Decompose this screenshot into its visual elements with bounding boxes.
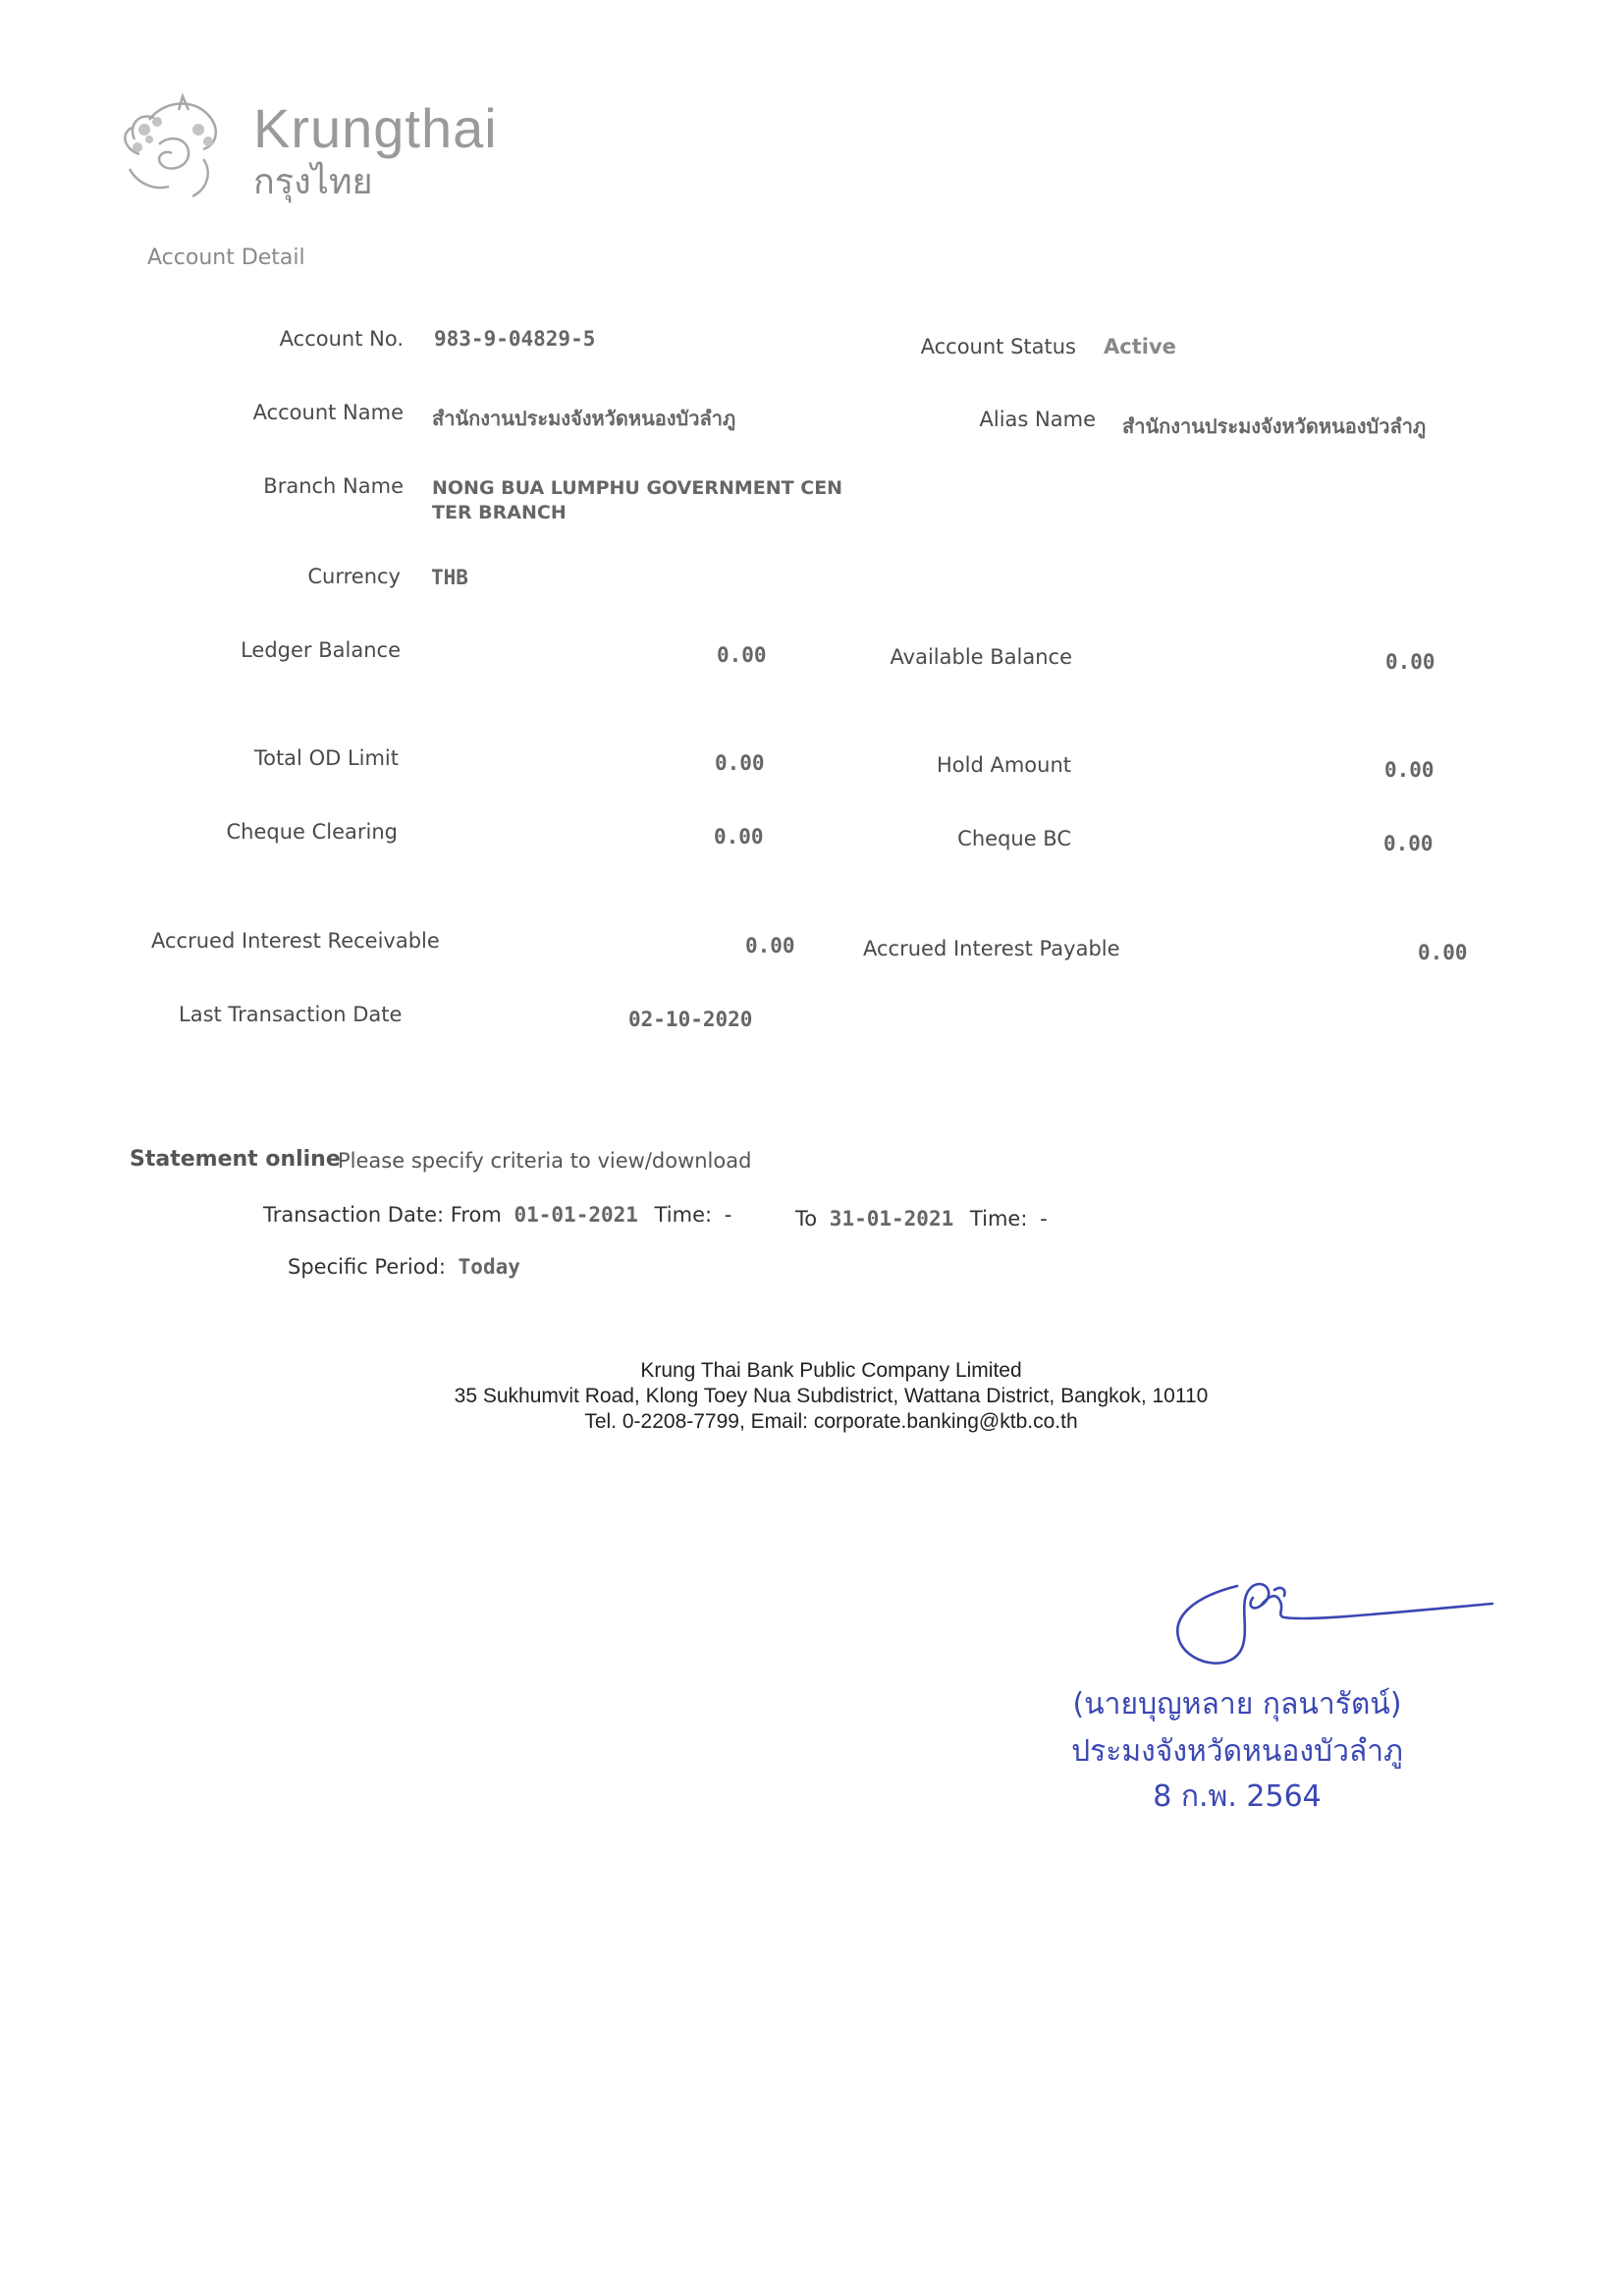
cheque-clearing-label: Cheque Clearing <box>226 820 398 844</box>
alias-name-value: สำนักงานประมงจังหวัดหนองบัวลำภู <box>1122 414 1427 438</box>
to-date-value: 31-01-2021 <box>829 1207 954 1230</box>
section-title: Account Detail <box>147 246 305 270</box>
account-status-value: Active <box>1104 335 1176 358</box>
cheque-bc-label: Cheque BC <box>957 827 1071 850</box>
logo-name-en: Krungthai <box>253 97 498 159</box>
to-time-label: Time: <box>969 1207 1028 1230</box>
transaction-date-row <box>263 1203 731 1227</box>
branch-name-label: Branch Name <box>263 474 404 498</box>
total-od-limit-label: Total OD Limit <box>253 746 399 770</box>
handwritten-signature <box>1159 1566 1512 1684</box>
specific-period-row <box>288 1255 520 1279</box>
available-balance-value: 0.00 <box>1385 650 1435 674</box>
branch-name-value-line1: NONG BUA LUMPHU GOVERNMENT CEN <box>432 477 843 499</box>
accrued-interest-payable-value: 0.00 <box>1418 941 1468 964</box>
hold-amount-label: Hold Amount <box>936 753 1071 777</box>
currency-value: THB <box>431 566 468 589</box>
ledger-balance-value: 0.00 <box>717 643 767 667</box>
cheque-clearing-value: 0.00 <box>714 825 764 848</box>
from-time-label: Time: <box>654 1203 713 1227</box>
footer-contact: Tel. 0-2208-7799, Email: corporate.banking@ktb.co.th <box>584 1410 1078 1433</box>
from-date-value: 01-01-2021 <box>514 1203 638 1227</box>
cheque-bc-value: 0.00 <box>1383 832 1434 855</box>
from-time-value: - <box>724 1203 732 1227</box>
last-transaction-date-value: 02-10-2020 <box>628 1008 753 1031</box>
certifier-position: ประมงจังหวัดหนองบัวลำภู <box>1071 1734 1403 1769</box>
account-name-label: Account Name <box>252 401 404 424</box>
account-name-value: สำนักงานประมงจังหวัดหนองบัวลำภู <box>432 407 736 430</box>
account-no-label: Account No. <box>279 327 404 351</box>
accrued-interest-receivable-value: 0.00 <box>745 934 795 957</box>
statement-title: Statement online <box>130 1147 341 1172</box>
footer-company: Krung Thai Bank Public Company Limited <box>640 1359 1022 1382</box>
footer-address: 35 Sukhumvit Road, Klong Toey Nua Subdistrict, Wattana District, Bangkok, 10110 <box>454 1385 1209 1407</box>
account-no-value: 983-9-04829-5 <box>434 327 596 351</box>
from-label: From <box>450 1203 502 1227</box>
accrued-interest-receivable-label: Accrued Interest Receivable <box>151 929 440 953</box>
to-date-row <box>795 1207 1048 1230</box>
hold-amount-value: 0.00 <box>1384 758 1434 782</box>
accrued-interest-payable-label: Accrued Interest Payable <box>863 937 1120 960</box>
available-balance-label: Available Balance <box>890 645 1072 669</box>
ledger-balance-label: Ledger Balance <box>241 638 401 662</box>
certification-date: 8 ก.พ. 2564 <box>1153 1779 1322 1814</box>
garuda-emblem-icon <box>110 90 238 208</box>
alias-name-label: Alias Name <box>979 408 1096 431</box>
total-od-limit-value: 0.00 <box>715 751 765 775</box>
specific-period-label: Specific Period: <box>288 1255 446 1279</box>
transaction-date-label: Transaction Date: <box>263 1203 445 1227</box>
specific-period-value: Today <box>458 1255 520 1279</box>
to-label: To <box>795 1207 818 1230</box>
currency-label: Currency <box>307 565 401 588</box>
last-transaction-date-label: Last Transaction Date <box>179 1003 403 1026</box>
certifier-name: (นายบุญหลาย กุลนารัตน์) <box>1072 1687 1402 1722</box>
account-status-label: Account Status <box>920 335 1076 358</box>
branch-name-value-line2: TER BRANCH <box>432 502 567 523</box>
logo-name-th: กรุงไทย <box>253 162 373 202</box>
statement-description: Please specify criteria to view/download <box>338 1149 752 1173</box>
to-time-value: - <box>1040 1207 1048 1230</box>
